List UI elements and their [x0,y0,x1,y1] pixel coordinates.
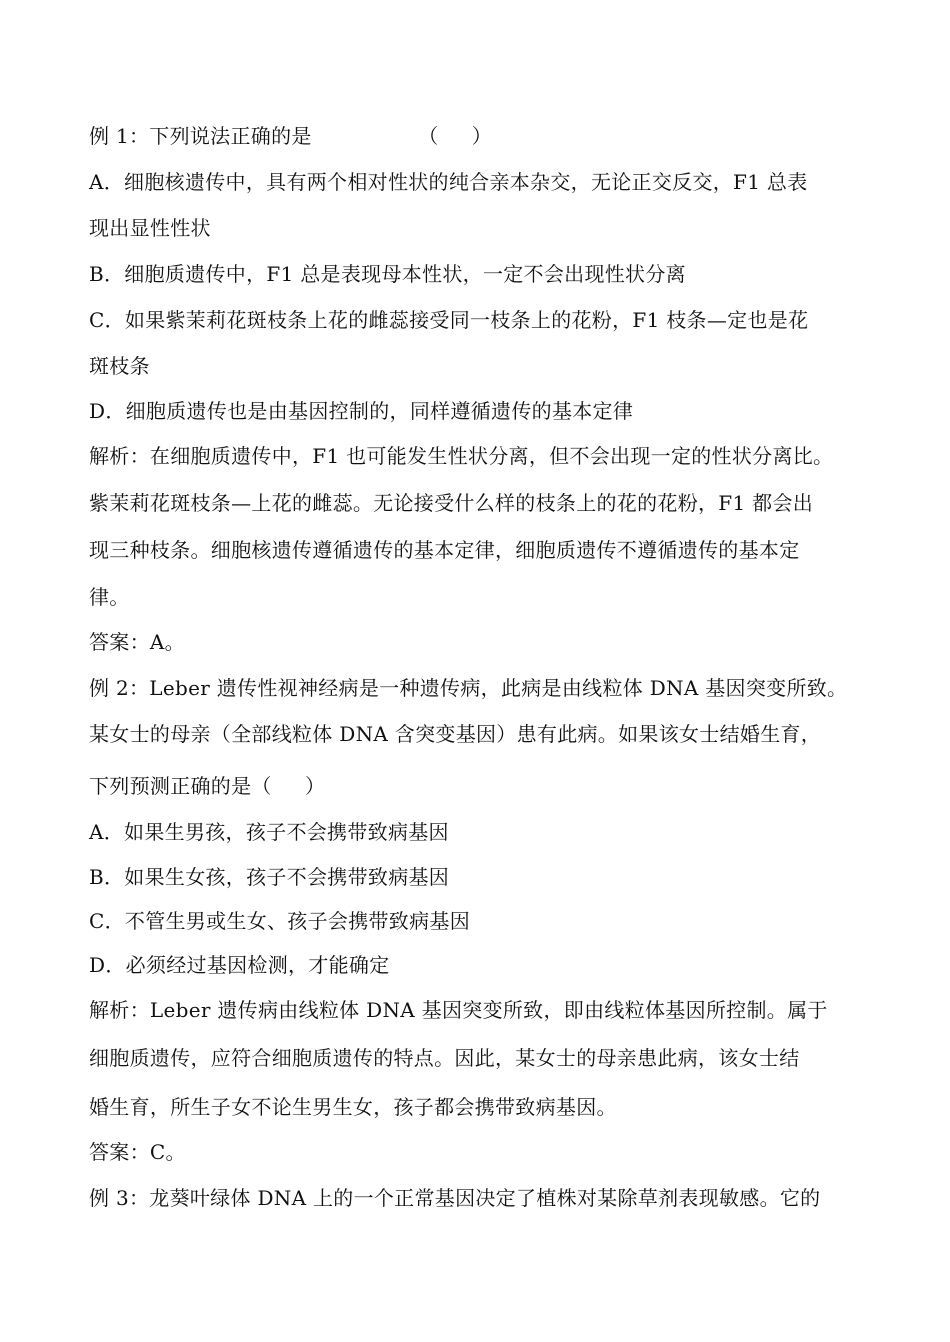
example-1-option-b: B．细胞质遗传中，F1 总是表现母本性状，一定不会出现性状分离 [89,262,686,286]
example-1-analysis-line-4: 律。 [89,585,130,609]
example-2-analysis: 解析：Leber 遗传病由线粒体 DNA 基因突变所致，即由线粒体基因所控制。属于 [89,998,828,1022]
example-2-option-c: C．不管生男或生女、孩子会携带致病基因 [89,909,471,933]
example-1-option-d: D．细胞质遗传也是由基因控制的，同样遵循遗传的基本定律 [89,399,634,423]
example-2-question-line-3: 下列预测正确的是（ ） [89,774,326,798]
example-3-question: 例 3：龙葵叶绿体 DNA 上的一个正常基因决定了植株对某除草剂表现敏感。它的 [89,1186,821,1210]
example-1-option-c-cont: 斑枝条 [89,354,150,378]
example-1-analysis: 解析：在细胞质遗传中，F1 也可能发生性状分离，但不会出现一定的性状分离比。 [89,444,834,468]
example-2-question: 例 2：Leber 遗传性视神经病是一种遗传病，此病是由线粒体 DNA 基因突变所致。 [89,676,848,700]
example-1-question: 例 1：下列说法正确的是 （ ） [89,124,493,148]
example-2-analysis-line-3: 婚生育，所生子女不论生男生女，孩子都会携带致病基因。 [89,1095,617,1119]
example-1-answer: 答案：A。 [89,630,185,654]
example-1-option-a-cont: 现出显性性状 [89,216,211,240]
example-2-option-b: B．如果生女孩，孩子不会携带致病基因 [89,865,450,889]
example-2-option-a: A．如果生男孩，孩子不会携带致病基因 [89,820,449,844]
example-1-analysis-line-2: 紫茉莉花斑枝条—上花的雌蕊。无论接受什么样的枝条上的花的花粉，F1 都会出 [89,491,814,515]
example-2-option-d: D．必须经过基因检测，才能确定 [89,953,390,977]
example-2-answer: 答案：C。 [89,1140,186,1164]
example-1-analysis-line-3: 现三种枝条。细胞核遗传遵循遗传的基本定律，细胞质遗传不遵循遗传的基本定 [89,538,800,562]
example-1-option-c: C．如果紫茉莉花斑枝条上花的雌蕊接受同一枝条上的花粉，F1 枝条—定也是花 [89,308,809,332]
example-1-option-a: A．细胞核遗传中，具有两个相对性状的纯合亲本杂交，无论正交反交，F1 总表 [89,170,808,194]
example-2-question-line-2: 某女士的母亲（全部线粒体 DNA 含突变基因）患有此病。如果该女士结婚生育， [89,722,822,746]
example-2-analysis-line-2: 细胞质遗传，应符合细胞质遗传的特点。因此，某女士的母亲患此病，该女士结 [89,1046,800,1070]
